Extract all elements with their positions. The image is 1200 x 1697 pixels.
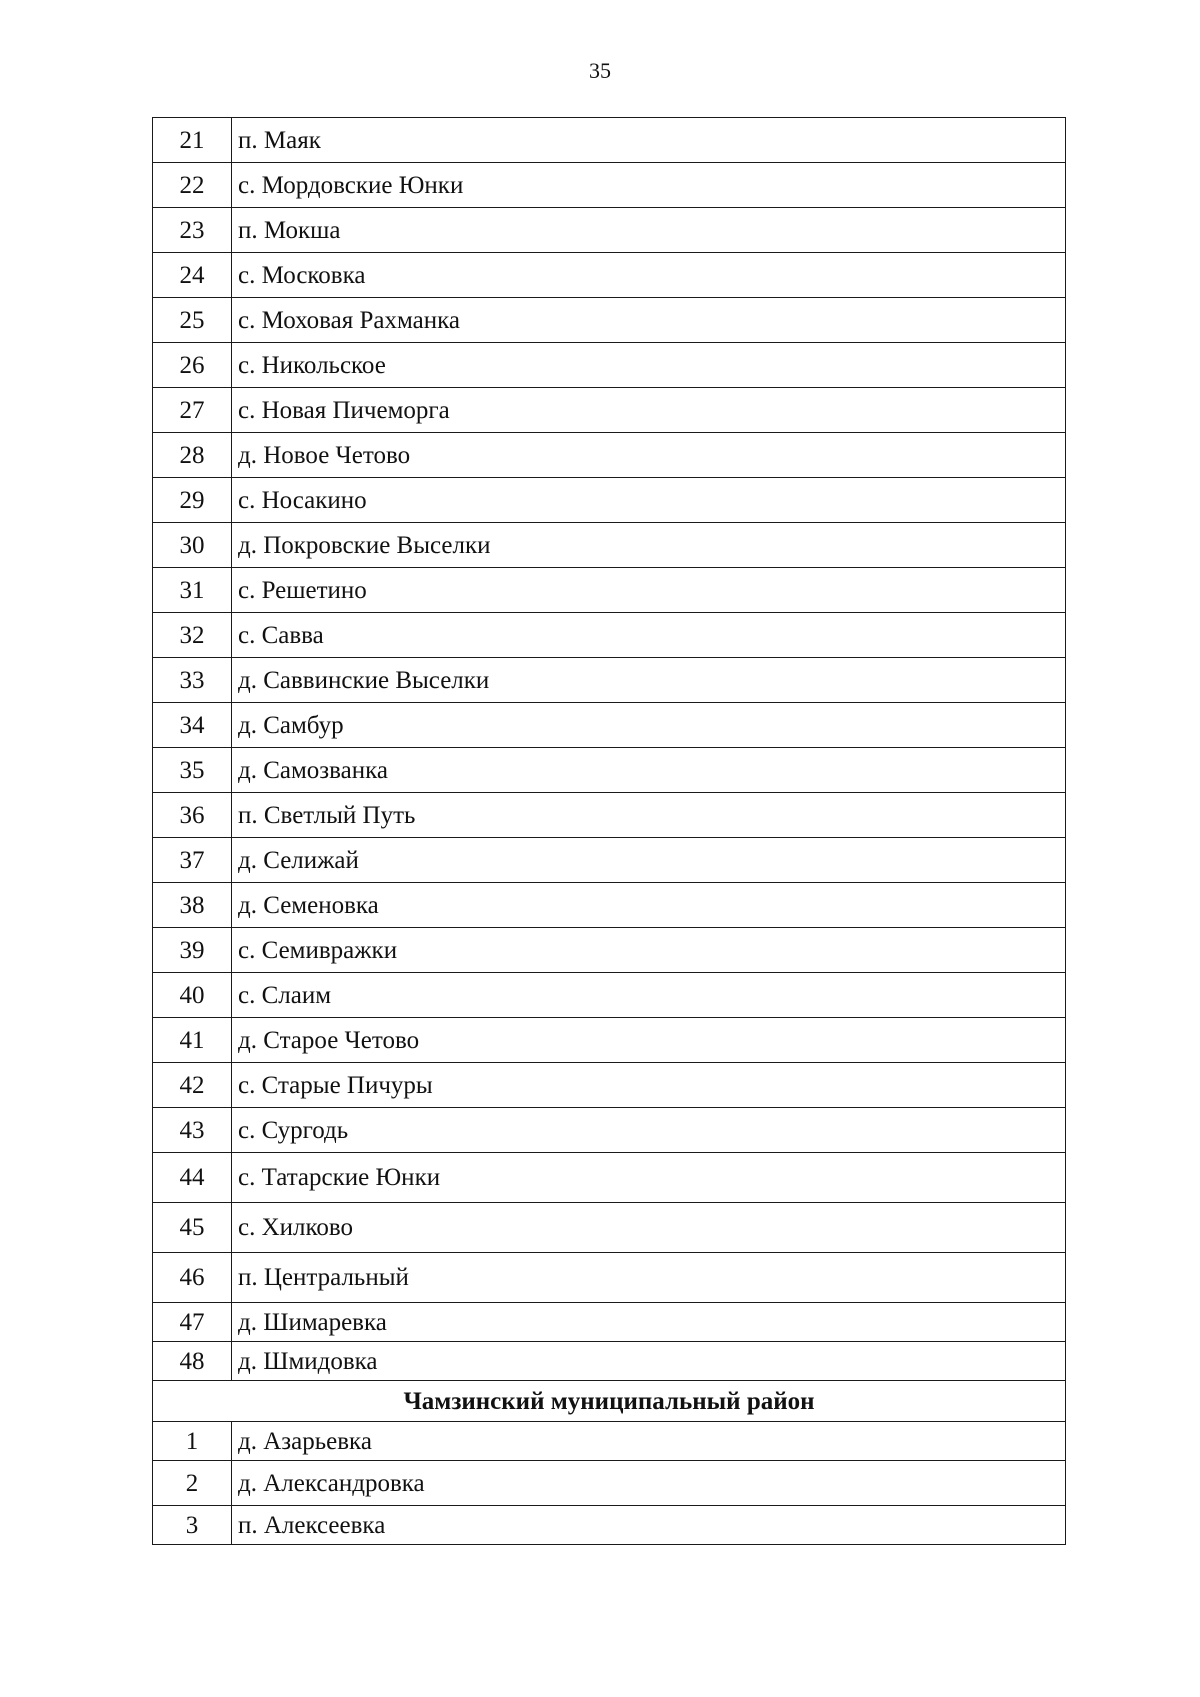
settlement-name: с. Решетино — [232, 568, 1066, 613]
section-title: Чамзинский муниципальный район — [153, 1381, 1066, 1422]
row-number: 43 — [153, 1108, 232, 1153]
row-number: 45 — [153, 1203, 232, 1253]
settlement-name: д. Шимаревка — [232, 1303, 1066, 1342]
table-row — [153, 1018, 1066, 1063]
settlement-name: с. Сургодь — [232, 1108, 1066, 1153]
settlement-name: д. Семеновка — [232, 883, 1066, 928]
row-number: 41 — [153, 1018, 232, 1063]
table-row — [153, 433, 1066, 478]
table-row — [153, 1303, 1066, 1342]
row-number: 29 — [153, 478, 232, 523]
settlement-name: д. Селижай — [232, 838, 1066, 883]
row-number: 39 — [153, 928, 232, 973]
row-number: 23 — [153, 208, 232, 253]
settlement-name: с. Татарские Юнки — [232, 1153, 1066, 1203]
row-number: 46 — [153, 1253, 232, 1303]
settlement-name: д. Саввинские Выселки — [232, 658, 1066, 703]
settlement-name: п. Маяк — [232, 118, 1066, 163]
settlement-name: п. Светлый Путь — [232, 793, 1066, 838]
settlement-name: с. Никольское — [232, 343, 1066, 388]
row-number: 3 — [153, 1506, 232, 1545]
row-number: 32 — [153, 613, 232, 658]
row-number: 42 — [153, 1063, 232, 1108]
settlement-name: д. Александровка — [232, 1461, 1066, 1506]
table-row — [153, 343, 1066, 388]
row-number: 40 — [153, 973, 232, 1018]
row-number: 34 — [153, 703, 232, 748]
settlement-name: с. Новая Пичеморга — [232, 388, 1066, 433]
row-number: 33 — [153, 658, 232, 703]
table-row — [153, 1342, 1066, 1381]
table-row — [153, 478, 1066, 523]
settlement-name: д. Покровские Выселки — [232, 523, 1066, 568]
settlement-name: с. Московка — [232, 253, 1066, 298]
settlement-name: д. Шмидовка — [232, 1342, 1066, 1381]
table-row — [153, 1063, 1066, 1108]
table-row — [153, 613, 1066, 658]
row-number: 35 — [153, 748, 232, 793]
settlement-name: п. Алексеевка — [232, 1506, 1066, 1545]
row-number: 30 — [153, 523, 232, 568]
row-number: 31 — [153, 568, 232, 613]
row-number: 21 — [153, 118, 232, 163]
row-number: 48 — [153, 1342, 232, 1381]
table-row — [153, 748, 1066, 793]
table-row — [153, 1461, 1066, 1506]
table-row — [153, 883, 1066, 928]
row-number: 28 — [153, 433, 232, 478]
table-row — [153, 208, 1066, 253]
row-number: 24 — [153, 253, 232, 298]
page-number: 35 — [589, 58, 611, 83]
row-number: 27 — [153, 388, 232, 433]
table-row — [153, 118, 1066, 163]
table-row — [153, 973, 1066, 1018]
settlement-name: с. Савва — [232, 613, 1066, 658]
row-number: 47 — [153, 1303, 232, 1342]
settlement-name: с. Моховая Рахманка — [232, 298, 1066, 343]
row-number: 36 — [153, 793, 232, 838]
table-row — [153, 928, 1066, 973]
settlement-name: д. Старое Четово — [232, 1018, 1066, 1063]
section-header-row — [153, 1381, 1066, 1422]
table-row — [153, 1422, 1066, 1461]
row-number: 2 — [153, 1461, 232, 1506]
row-number: 1 — [153, 1422, 232, 1461]
settlement-name: д. Самозванка — [232, 748, 1066, 793]
settlement-name: с. Носакино — [232, 478, 1066, 523]
settlement-name: с. Старые Пичуры — [232, 1063, 1066, 1108]
table-row — [153, 163, 1066, 208]
settlement-name: д. Новое Четово — [232, 433, 1066, 478]
settlement-name: п. Мокша — [232, 208, 1066, 253]
settlements-table — [152, 117, 1066, 1545]
settlement-name: с. Хилково — [232, 1203, 1066, 1253]
table-row — [153, 838, 1066, 883]
table-row — [153, 568, 1066, 613]
settlement-name: с. Мордовские Юнки — [232, 163, 1066, 208]
table-row — [153, 703, 1066, 748]
row-number: 37 — [153, 838, 232, 883]
table-row — [153, 1253, 1066, 1303]
table-row — [153, 1203, 1066, 1253]
table-row — [153, 1108, 1066, 1153]
table-row — [153, 388, 1066, 433]
settlement-name: д. Самбур — [232, 703, 1066, 748]
table-row — [153, 298, 1066, 343]
table-row — [153, 253, 1066, 298]
row-number: 22 — [153, 163, 232, 208]
row-number: 25 — [153, 298, 232, 343]
row-number: 44 — [153, 1153, 232, 1203]
table-row — [153, 793, 1066, 838]
settlement-name: с. Слаим — [232, 973, 1066, 1018]
row-number: 26 — [153, 343, 232, 388]
row-number: 38 — [153, 883, 232, 928]
settlement-name: с. Семивражки — [232, 928, 1066, 973]
table-row — [153, 658, 1066, 703]
settlement-name: п. Центральный — [232, 1253, 1066, 1303]
settlement-name: д. Азарьевка — [232, 1422, 1066, 1461]
table-row — [153, 1153, 1066, 1203]
table-row — [153, 523, 1066, 568]
table-row — [153, 1506, 1066, 1545]
